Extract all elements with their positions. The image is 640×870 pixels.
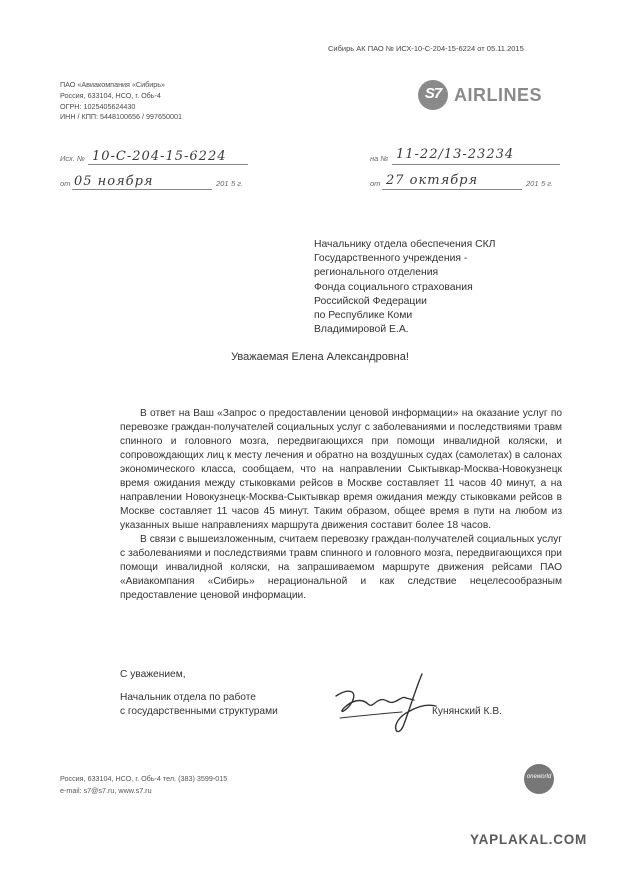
recipient-line: Государственного учреждения -	[314, 253, 468, 265]
signer-position	[120, 691, 278, 718]
recipient-line: Фонда социального страхования	[314, 281, 473, 293]
incoming-date-label: от	[370, 179, 381, 188]
recipient-line: Российской Федерации	[314, 295, 427, 307]
greeting: Уважаемая Елена Александровна!	[231, 351, 409, 363]
badge-text: oneworld	[526, 774, 552, 780]
watermark: YAPLAKAL.COM	[470, 832, 588, 847]
footer-address: Россия, 633104, НСО, г. Обь-4 тел. (383) 3599-015	[60, 774, 228, 783]
body-paragraph: В ответ на Ваш «Запрос о предоставлении ценовой информации» на оказание услуг по перевозке граждан-получателей социальных услуг с заболеваниями и последствиями травм спинного и головного мозга, передвигающихся при помощи инвалидной коляски, и сопровождающих лиц к месту лечения и обратно на воздушных судах (самолетах) в салонах экономического класса, сообщаем, что на направлении Сыктывкар-Москва-Новокузнецк время ожидания между стыковками рейсов в Москве составляет 11 часов 40 минут, а на направлении Новокузнецк-Москва-Сыктывкар время ожидания между стыковками рейсов в Москве составляет 11 часов 45 минут. Таким образом, общее время в пути на любом из указанных выше направлениях маршрута движения составит более 18 часов.	[120, 408, 562, 531]
recipient-line: Начальнику отдела обеспечения СКЛ	[314, 239, 496, 250]
outgoing-number-value: 10-С-204-15-6224	[92, 149, 227, 164]
footer	[60, 773, 227, 797]
body-paragraph: В связи с вышеизложенным, считаем перевозку граждан-получателей социальных услуг с заболеваниями и последствиями травм спинного и головного мозга, передвигающихся при помощи инвалидной коляски, на запрашиваемом маршруте движения рейсами ПАО «Авиакомпания «Сибирь» нерациональной и как следствие нецелесообразным предоставление ценовой информации.	[120, 534, 562, 601]
recipient-line: Владимировой Е.А.	[314, 324, 409, 336]
letter-body	[120, 407, 562, 603]
signer-name: Кунянский К.В.	[432, 706, 502, 717]
logo-mark: S7	[424, 85, 442, 102]
closing: С уважением,	[120, 669, 186, 680]
logo-text: AIRLINES	[454, 85, 543, 105]
sender-line: ПАО «Авиакомпания «Сибирь»	[60, 80, 166, 89]
outgoing-number-label: Исх. №	[60, 154, 85, 163]
recipient-block	[314, 238, 495, 337]
outgoing-year-suffix: 5 г.	[231, 179, 244, 188]
sender-line: Россия, 633104, НСО, г. Обь-4	[60, 90, 161, 100]
handwritten-signature	[318, 668, 448, 740]
incoming-year-suffix: 5 г.	[541, 179, 554, 188]
sender-line: ИНН / КПП: 5448100656 / 997650001	[60, 112, 182, 122]
footer-contacts: e-mail: s7@s7.ru, www.s7.ru	[60, 786, 152, 795]
recipient-line: по Республике Коми	[314, 310, 413, 322]
s7-airlines-logo	[418, 80, 558, 110]
registration-stamp: Сибирь АК ПАО № ИСХ-10-С-204-15-6224 от 05.11.2015	[328, 44, 524, 53]
outgoing-year-prefix: 201	[216, 179, 229, 188]
incoming-date-value: 27 октября	[386, 173, 479, 188]
outgoing-date-value: 05 ноября	[74, 174, 154, 189]
position-line: Начальник отдела по работе	[120, 692, 256, 703]
sender-block	[60, 80, 182, 123]
position-line: с государственными структурами	[120, 705, 278, 717]
incoming-year-prefix: 201	[526, 179, 539, 188]
incoming-number-value: 11-22/13-23234	[396, 147, 515, 162]
incoming-number-label: на №	[370, 154, 389, 163]
oneworld-badge-icon	[524, 764, 554, 794]
recipient-line: регионального отделения	[314, 267, 439, 279]
outgoing-date-label: от	[60, 179, 71, 188]
sender-line: ОГРН: 1025405624430	[60, 101, 136, 111]
